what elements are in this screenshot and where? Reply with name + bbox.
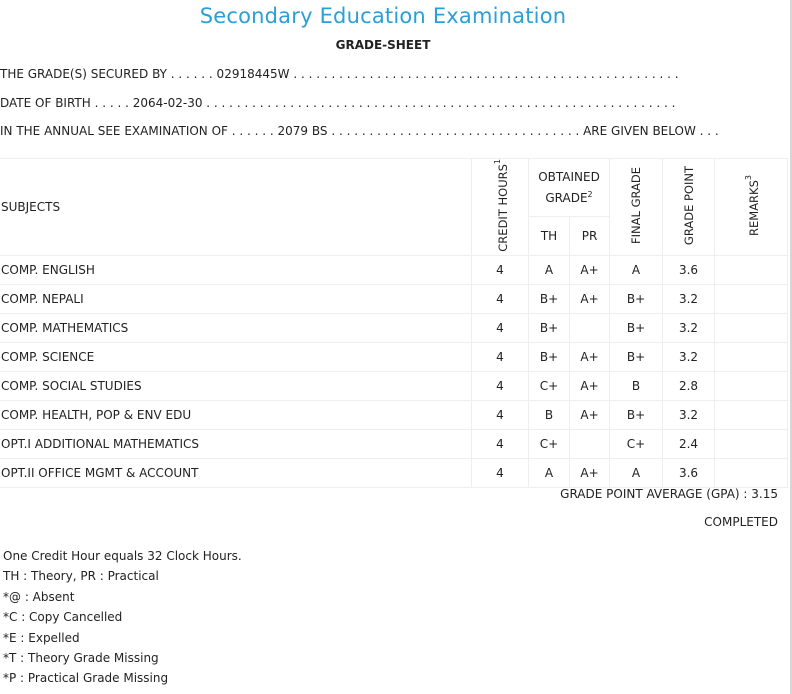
grade-point-cell: 3.2	[663, 284, 715, 313]
grade-point-cell: 3.2	[663, 342, 715, 371]
th-cell: C+	[529, 371, 570, 400]
subject-cell: COMP. HEALTH, POP & ENV EDU	[0, 400, 472, 429]
credit-cell: 4	[472, 342, 529, 371]
grade-sheet-heading: GRADE-SHEET	[335, 38, 431, 52]
secured-by-line: THE GRADE(S) SECURED BY . . . . . . 02918445W . . . . . . . . . . . . . . . . . . . . . . . . . . . . . . . . . . . . . . . . . . . . . . . . . . .	[0, 67, 679, 81]
pr-cell	[570, 429, 610, 458]
remarks-cell	[715, 400, 788, 429]
final-grade-cell: B	[610, 371, 663, 400]
subject-cell: OPT.I ADDITIONAL MATHEMATICS	[0, 429, 472, 458]
final-grade-header: FINAL GRADE	[610, 159, 663, 256]
pr-cell: A+	[570, 342, 610, 371]
table-row	[0, 255, 788, 284]
date-of-birth-line: DATE OF BIRTH . . . . . 2064-02-30 . . . . . . . . . . . . . . . . . . . . . . . . . . . . . . . . . . . . . . . . . . . . . . . . . . . . . . . . . . . . . .	[0, 96, 676, 110]
note-item: *E : Expelled	[3, 630, 80, 645]
examination-line: IN THE ANNUAL SEE EXAMINATION OF . . . . . . 2079 BS . . . . . . . . . . . . . . . . . . . . . . . . . . . . . . . . . ARE GIVEN BELOW . . .	[0, 124, 719, 138]
table-header-row	[0, 159, 788, 217]
grade-table	[0, 158, 788, 488]
credit-cell: 4	[472, 284, 529, 313]
table-row	[0, 342, 788, 371]
grade-point-cell: 3.2	[663, 313, 715, 342]
th-cell: B	[529, 400, 570, 429]
notes-list	[3, 546, 242, 689]
credit-cell: 4	[472, 429, 529, 458]
table-row	[0, 284, 788, 313]
th-cell: B+	[529, 342, 570, 371]
grade-point-cell: 3.6	[663, 458, 715, 487]
note-item: *P : Practical Grade Missing	[3, 671, 169, 686]
remarks-header: REMARKS$^3$	[715, 159, 788, 256]
grade-point-cell: 3.6	[663, 255, 715, 284]
table-row	[0, 400, 788, 429]
remarks-cell	[715, 255, 788, 284]
final-grade-cell: B+	[610, 313, 663, 342]
credit-hours-header: CREDIT HOURS$^1$	[472, 159, 529, 256]
subject-cell: COMP. ENGLISH	[0, 255, 472, 284]
note-item: *@ : Absent	[3, 589, 75, 604]
th-cell: A	[529, 458, 570, 487]
grade-point-header: GRADE POINT	[663, 159, 715, 256]
credit-cell: 4	[472, 371, 529, 400]
subjects-header: SUBJECTS	[0, 159, 472, 256]
final-grade-cell: B+	[610, 400, 663, 429]
gpa-summary: GRADE POINT AVERAGE (GPA) : 3.15	[560, 487, 778, 501]
note-item: *T : Theory Grade Missing	[3, 651, 159, 666]
table-row	[0, 429, 788, 458]
result-status: COMPLETED	[704, 515, 778, 529]
grade-point-cell: 3.2	[663, 400, 715, 429]
subject-cell: COMP. SOCIAL STUDIES	[0, 371, 472, 400]
page-title: Secondary Education Examination	[199, 4, 567, 28]
subject-cell: COMP. NEPALI	[0, 284, 472, 313]
note-item: *C : Copy Cancelled	[3, 610, 123, 625]
credit-cell: 4	[472, 313, 529, 342]
note-item: TH : Theory, PR : Practical	[3, 569, 159, 584]
note-item: One Credit Hour equals 32 Clock Hours.	[3, 549, 242, 563]
subject-cell: OPT.II OFFICE MGMT & ACCOUNT	[0, 458, 472, 487]
remarks-cell	[715, 429, 788, 458]
table-row	[0, 313, 788, 342]
final-grade-cell: B+	[610, 342, 663, 371]
subject-cell: COMP. MATHEMATICS	[0, 313, 472, 342]
th-cell: B+	[529, 284, 570, 313]
pr-cell	[570, 313, 610, 342]
th-cell: B+	[529, 313, 570, 342]
th-cell: C+	[529, 429, 570, 458]
pr-cell: A+	[570, 284, 610, 313]
remarks-cell	[715, 458, 788, 487]
final-grade-cell: B+	[610, 284, 663, 313]
credit-cell: 4	[472, 400, 529, 429]
final-grade-cell: A	[610, 458, 663, 487]
th-header: TH	[529, 216, 570, 255]
pr-cell: A+	[570, 400, 610, 429]
table-row	[0, 458, 788, 487]
obtained-grade-header: OBTAINED GRADE$^2$	[529, 159, 610, 217]
th-cell: A	[529, 255, 570, 284]
table-row	[0, 371, 788, 400]
grade-point-cell: 2.4	[663, 429, 715, 458]
pr-header: PR	[570, 216, 610, 255]
grade-point-cell: 2.8	[663, 371, 715, 400]
subject-cell: COMP. SCIENCE	[0, 342, 472, 371]
remarks-cell	[715, 284, 788, 313]
final-grade-cell: C+	[610, 429, 663, 458]
pr-cell: A+	[570, 371, 610, 400]
credit-cell: 4	[472, 458, 529, 487]
remarks-cell	[715, 371, 788, 400]
credit-cell: 4	[472, 255, 529, 284]
remarks-cell	[715, 342, 788, 371]
pr-cell: A+	[570, 255, 610, 284]
final-grade-cell: A	[610, 255, 663, 284]
pr-cell: A+	[570, 458, 610, 487]
remarks-cell	[715, 313, 788, 342]
